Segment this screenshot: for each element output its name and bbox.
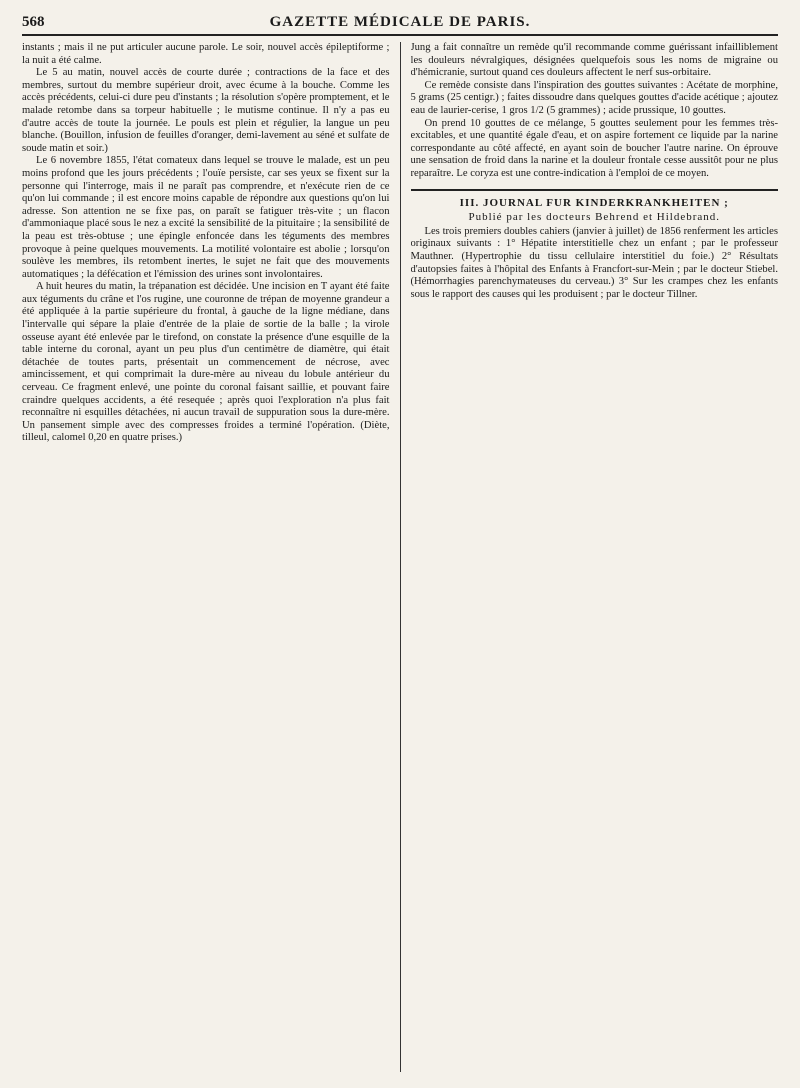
paragraph: Les trois premiers doubles cahiers (janvier à juillet) de 1856 renferment les articles originaux suivants : 1° Hépatite interstitielle chez un enfant ; par le professeur Mauthner. (Hypertrophie du tissu cellulaire interstitiel du foie.) 2° Résultats d'autopsies faites à l'hôpital des Enfants à Francfort-sur-Mein ; par le docteur Stiebel. (Hémorrhagies parenchymateuses du cerveau.) 3° Sur les crampes chez les enfants sous le rapport des causes qui les produisent ; par le docteur Tillner. <box>410 225 778 300</box>
left-column <box>22 42 390 1072</box>
page-header <box>22 14 778 36</box>
journal-title: GAZETTE MÉDICALE DE PARIS. <box>269 14 531 30</box>
section-subtitle: Publié par les docteurs Behrend et Hildebrand. <box>468 211 721 224</box>
page-number: 568 <box>22 14 45 30</box>
paragraph: instants ; mais il ne put articuler aucune parole. Le soir, nouvel accès épileptiforme ; la nuit a été calme. <box>22 42 390 66</box>
section-header <box>411 189 779 224</box>
paragraph: Ce remède consiste dans l'inspiration des gouttes suivantes : Acétate de morphine, 5 grams (25 centigr.) ; faites dissoudre dans quelques gouttes d'acide acétique ; ajoutez eau de laurier-cerise, 1 gros 1/2 (5 grammes) ; acide prussique, 10 gouttes. <box>410 79 778 116</box>
paragraph: Jung a fait connaître un remède qu'il recommande comme guérissant infailliblement les douleurs névralgiques, désignées quelquefois sous les noms de migraine ou d'hémicranie, surtout quand ces douleurs affectent le nerf sus-orbitaire. <box>410 42 778 79</box>
section-title: III. JOURNAL FUR KINDERKRANKHEITEN ; <box>459 196 729 209</box>
paragraph: Le 6 novembre 1855, l'état comateux dans lequel se trouve le malade, est un peu moins profond que les jours précédents ; l'ouïe persiste, car ses yeux se fixent sur la personne qui l'interroge, mais il ne paraît pas comprendre, et n'exécute rien de ce qu'on lui commande ; il est encore moins capable de répondre aux questions qu'on lui adresse. Son attention ne se fixe pas, on paraît se fatiguer très-vite ; un flacon d'ammoniaque placé sous le nez a excité la sensibilité de la pituitaire ; la sensibilité de la peau est très-obtuse ; une épingle enfoncée dans les téguments des membres provoque à peine quelques mouvements. La motilité volontaire est abolie ; lorsqu'on soulève les membres, ils retombent inertes, le sujet ne fait que des mouvements automatiques ; la défécation et l'émission des urines sont involontaires. <box>22 155 390 280</box>
paragraph: On prend 10 gouttes de ce mélange, 5 gouttes seulement pour les femmes très-excitables, et une quantité égale d'eau, et on aspire fortement ce liquide par la narine correspondante au côté affecté, en ayant soin de boucher l'autre narine. On éprouve une sensation de froid dans la narine et la douleur frontale cesse aussitôt pour ne plus reparaître. Le coryza est une contre-indication à l'emploi de ce moyen. <box>410 117 778 179</box>
column-separator <box>400 42 401 1072</box>
right-column <box>411 42 779 1072</box>
paragraph: Le 5 au matin, nouvel accès de courte durée ; contractions de la face et des membres, surtout du membre supérieur droit, avec écume à la bouche. Comme les accès précédents, celui-ci dure peu d'instants ; la résolution s'opère promptement, et le malade retombe dans sa torpeur habituelle ; le mutisme continue. Il n'y a pas eu d'autre accès de toute la journée. Le pouls est plein et régulier, la langue un peu blanche. (Bouillon, infusion de feuilles d'oranger, demi-lavement au séné et sulfate de soude matin et soir.) <box>22 67 390 154</box>
columns <box>22 42 778 1072</box>
paragraph: A huit heures du matin, la trépanation est décidée. Une incision en T ayant été faite aux téguments du crâne et l'os rugine, une couronne de trépan de moyenne grandeur a été appliquée à la partie supérieure du frontal, à gauche de la ligne médiane, dans l'intervalle qui sépare la plaie d'entrée de la plaie de sortie de la balle ; la virole osseuse ayant été enlevée par le tirefond, on constate la présence d'une esquille de la table interne du coronal, ayant un peu plus d'un centimètre de diamètre, qui était détachée de toutes parts, présentait un commencement de nécrose, avec amincissement, et qui comprimait la dure-mère au niveau du lobule antérieur du cerveau. Ce fragment enlevé, une pointe du coronal faisant saillie, et pouvant faire craindre quelques accidents, a été resequée ; après quoi l'exploration n'a plus fait reconnaître ni esquilles détachées, ni aucun travail de suppuration sous la dure-mère. Un pansement simple avec des compresses froides a terminé l'opération. (Diète, tilleul, calomel 0,20 en quatre prises.) <box>22 281 390 444</box>
